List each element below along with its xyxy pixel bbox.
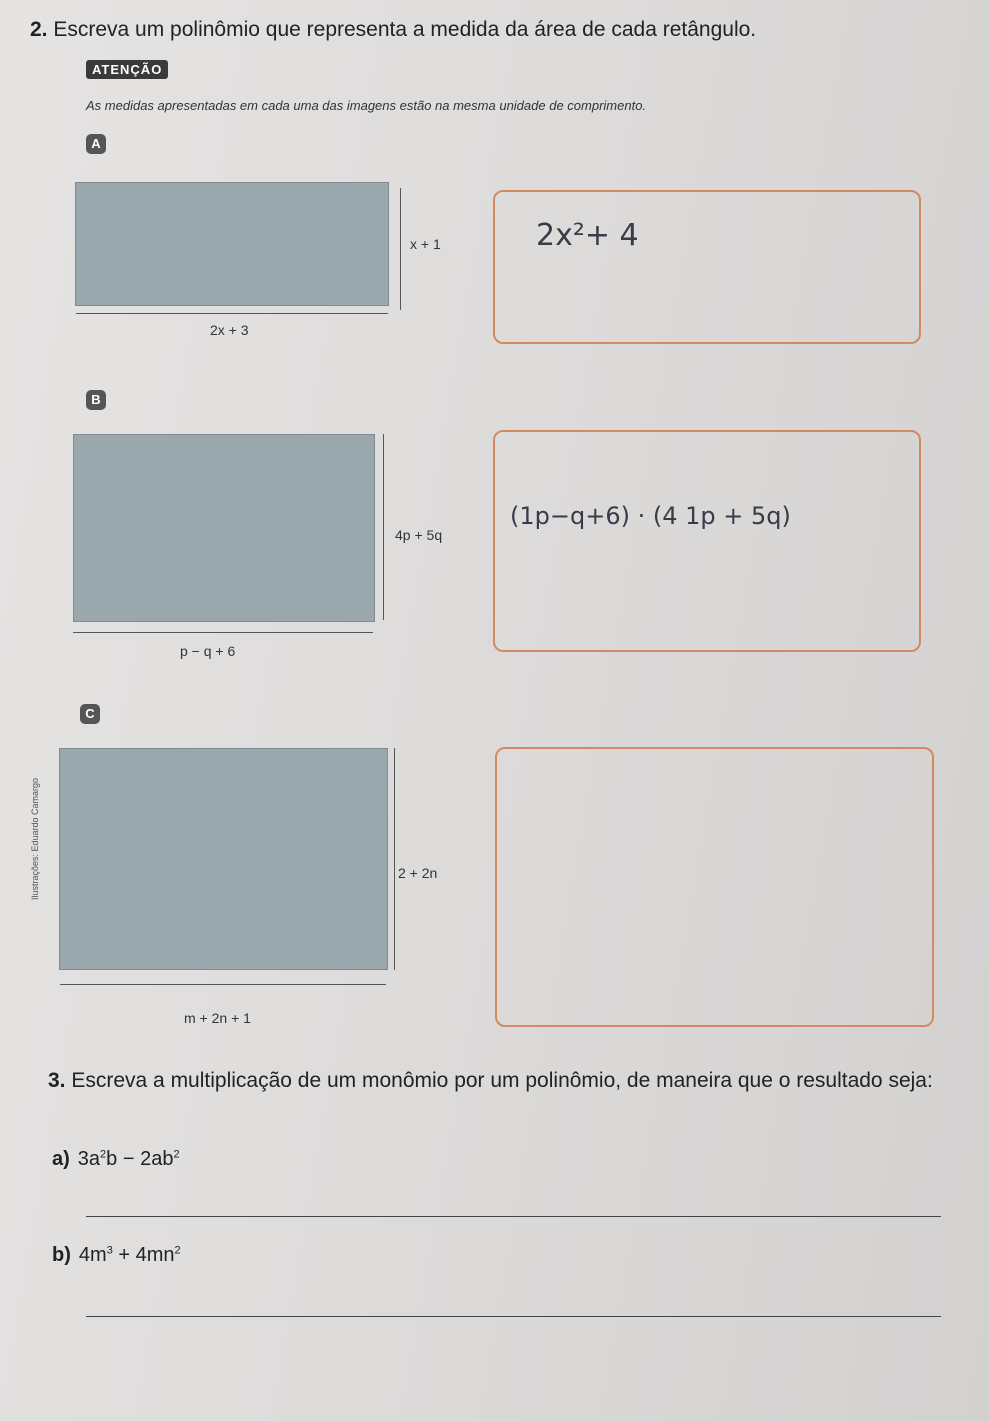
rectangle-b-width-label: p − q + 6	[180, 643, 236, 659]
item-b-tag: B	[86, 390, 106, 410]
item-a-exp-1: 2	[100, 1148, 107, 1161]
rectangle-c-width-line	[60, 984, 386, 985]
item-a-tag: A	[86, 134, 106, 154]
answer-line-b[interactable]	[86, 1316, 941, 1317]
rectangle-c-height-line	[394, 748, 395, 970]
rectangle-a-height-label: x + 1	[410, 236, 441, 252]
item-c-tag: C	[80, 704, 100, 724]
rectangle-c-height-label: 2 + 2n	[398, 865, 438, 881]
rectangle-b-height-label: 4p + 5q	[395, 527, 443, 543]
rectangle-a	[75, 182, 389, 306]
answer-b-handwriting: (1p−q+6) · (4 1p + 5q)	[510, 502, 791, 530]
attention-badge: ATENÇÃO	[86, 60, 168, 79]
answer-a-handwriting: 2x²+ 4	[536, 218, 639, 253]
question-3-item-a	[52, 1148, 180, 1171]
rectangle-a-width-line	[76, 313, 388, 314]
item-a-exp-2: 2	[173, 1148, 180, 1161]
answer-box-b[interactable]	[493, 430, 921, 652]
item-b-exp-2: 2	[174, 1244, 181, 1257]
question-2	[30, 18, 756, 42]
item-a-label: a)	[52, 1148, 70, 1170]
question-2-text: Escreva um polinômio que representa a medida da área de cada retângulo.	[53, 18, 757, 41]
illustration-credit: Ilustrações: Eduardo Camargo	[30, 777, 40, 900]
rectangle-b-height-line	[383, 434, 384, 620]
item-b-exp-1: 3	[106, 1244, 113, 1257]
rectangle-b	[73, 434, 375, 622]
item-a-expr-part2: b − 2ab	[106, 1148, 174, 1170]
item-b-expr-part2: + 4mn	[112, 1244, 175, 1266]
answer-box-a[interactable]	[493, 190, 921, 344]
rectangle-b-width-line	[73, 632, 373, 633]
question-3-number: 3.	[48, 1069, 66, 1092]
question-3-text: Escreva a multiplicação de um monômio por um polinômio, de maneira que o resultado seja:	[71, 1069, 933, 1092]
rectangle-c-width-label: m + 2n + 1	[184, 1010, 251, 1026]
question-3-item-b	[52, 1244, 181, 1267]
answer-box-c[interactable]	[495, 747, 934, 1027]
question-3	[48, 1065, 948, 1097]
rectangle-c	[59, 748, 388, 970]
item-a-expr-part1: 3a	[77, 1148, 101, 1170]
rectangle-a-width-label: 2x + 3	[210, 322, 249, 338]
item-b-label: b)	[52, 1244, 71, 1266]
rectangle-a-height-line	[400, 188, 401, 310]
item-b-expr-part1: 4m	[78, 1244, 107, 1266]
attention-note: As medidas apresentadas em cada uma das imagens estão na mesma unidade de comprimento.	[86, 98, 647, 113]
question-2-number: 2.	[30, 18, 48, 41]
answer-line-a[interactable]	[86, 1216, 941, 1217]
